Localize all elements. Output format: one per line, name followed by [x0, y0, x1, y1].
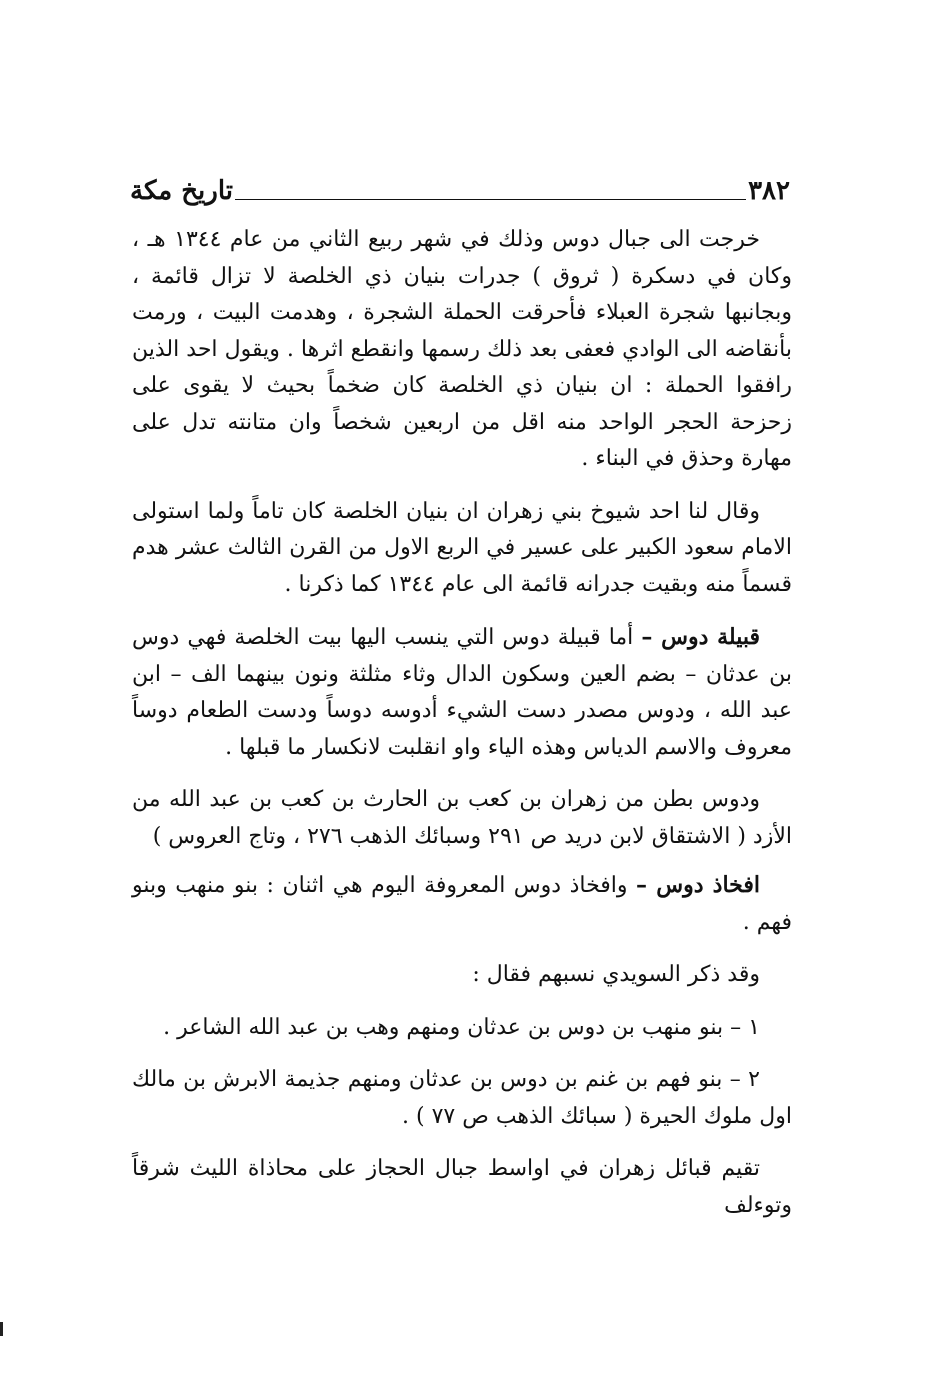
scan-edge-mark: [0, 1322, 3, 1336]
page-number: ٣٨٢: [748, 176, 790, 206]
paragraph-text: وافخاذ دوس المعروفة اليوم هي اثنان : بنو منهب وبنو فهم .: [132, 873, 792, 935]
paragraph-zahran: [132, 1151, 792, 1224]
paragraph-daws-lineage: [132, 782, 792, 855]
paragraph-campaign: [132, 222, 792, 478]
paragraph-daws-tribe: [132, 619, 792, 766]
list-item-manhab: [132, 1010, 792, 1047]
paragraph-suwaidi: [132, 957, 792, 994]
paragraph-text: خرجت الى جبال دوس وذلك في شهر ربيع الثاني من عام ١٣٤٤ هـ ، وكان في دسكرة ( ثروق ) جدرات بنيان ذي الخلصة لا تزال قائمة ، وبجانبها شجرة العبلاء فأحرقت الحملة الشجرة ، وهدمت البيت ، ورمت بأنقاضه الى الوادي فعفى بعد ذلك رسمها وانقطع اثرها . ويقول احد الذين رافقوا الحملة : ان بنيان ذي الخلصة كان ضخماً بحيث لا يقوى على زحزحة الحجر الواحد منه اقل من اربعين شخصاً وان متانته تدل على مهارة وحذق في البناء .: [132, 227, 792, 471]
paragraph-daws-clans: [132, 867, 792, 941]
paragraph-sheikh-account: [132, 494, 792, 604]
paragraph-text: ودوس بطن من زهران بن كعب بن الحارث بن كعب بن عبد الله من الأزد ( الاشتقاق لابن دريد ص ٢٩١ وسبائك الذهب ٢٧٦ ، وتاج العروس ): [132, 787, 792, 849]
running-title: تاريخ مكة: [130, 176, 234, 206]
paragraph-text: تقيم قبائل زهران في اواسط جبال الحجاز على محاذاة الليث شرقاً وتوءلف: [132, 1156, 792, 1218]
list-item-fahm: [132, 1062, 792, 1135]
paragraph-text: وقد ذكر السويدي نسبهم فقال :: [472, 962, 760, 987]
paragraph-text: وقال لنا احد شيوخ بني زهران ان بنيان الخلصة كان تاماً ولما استولى الامام سعود الكبير على عسير في الربع الاول من القرن الثالث عشر هدم قسماً منه وبقيت جدرانه قائمة الى عام ١٣٤٤ كما ذكرنا .: [132, 498, 792, 597]
page-body: [132, 222, 792, 1240]
page-header: [130, 160, 790, 210]
header-rule: [235, 199, 746, 200]
paragraph-text: ٢ – بنو فهم بن غنم بن دوس بن عدثان ومنهم جذيمة الابرش بن مالك اول ملوك الحيرة ( سبائك الذهب ص ٧٧ ) .: [132, 1067, 792, 1129]
section-heading: قبيلة دوس –: [641, 624, 761, 650]
section-heading: افخاذ دوس –: [636, 872, 760, 898]
paragraph-text: ١ – بنو منهب بن دوس بن عدثان ومنهم وهب بن عبد الله الشاعر .: [163, 1014, 760, 1040]
paragraph-text: أما قبيلة دوس التي ينسب اليها بيت الخلصة فهي دوس بن عدثان – بضم العين وسكون الدال وثاء مثلثة ونون بينهما الف – ابن عبد الله ، ودوس مصدر دست الشيء أدوسه دوساً ودست الطعام دوساً معروف والاسم الدياس وهذه الياء واو انقلبت لانكسار ما قبلها .: [132, 625, 792, 760]
